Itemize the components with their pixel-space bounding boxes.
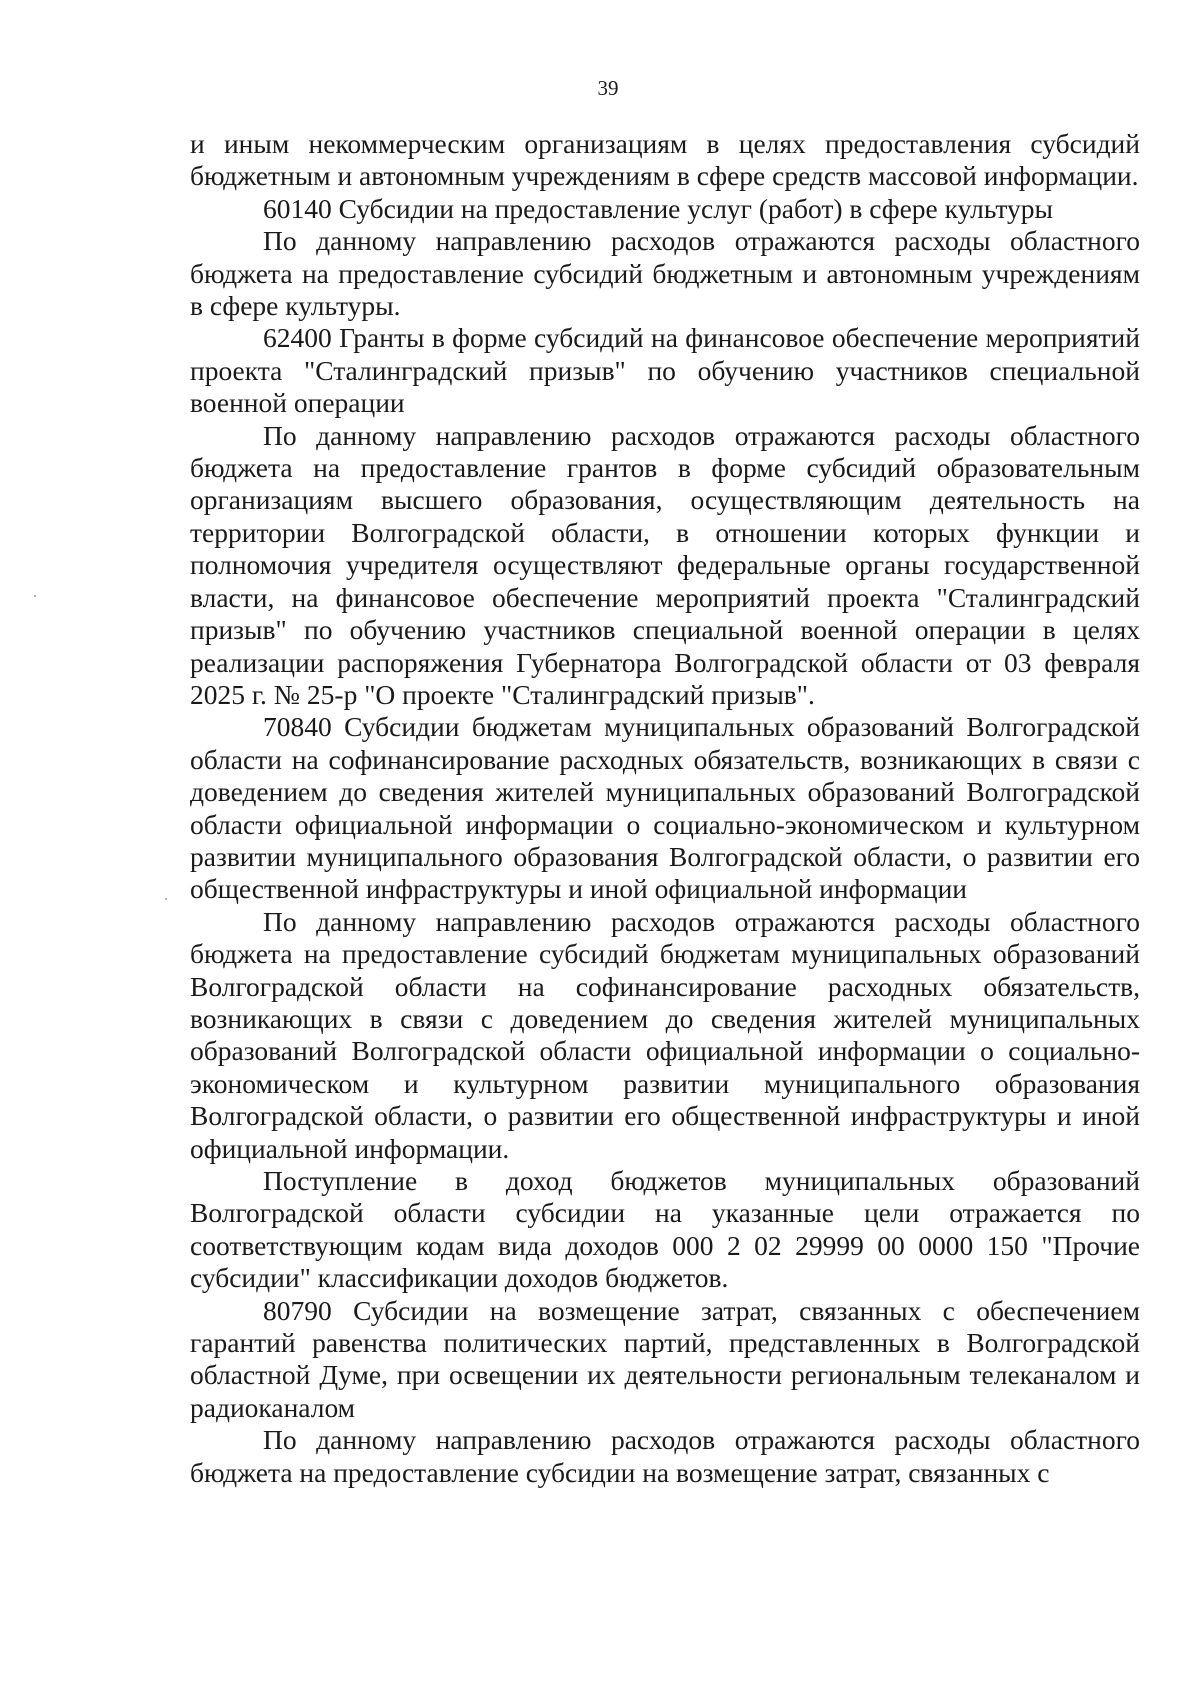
page-number: 39 [597,76,619,100]
paragraph-heading-70840: 70840 Субсидии бюджетам муниципальных образований Волгоградской области на софинансирование расходных обязательств, возникающих в связи с доведением до сведения жителей муниципальных образований Волгоградской области официальной информации о социально-экономическом и культурном развитии муниципального образования Волгоградской области, о развитии его общественной инфраструктуры и иной официальной информации [190,711,1140,905]
document-body [190,128,1140,1489]
paragraph-description-60140: По данному направлению расходов отражаются расходы областного бюджета на предоставление субсидий бюджетным и автономным учреждениям в сфере культуры. [190,225,1140,322]
paragraph-income-70840: Поступление в доход бюджетов муниципальных образований Волгоградской области субсидии на указанные цели отражается по соответствующим кодам вида доходов 000 2 02 29999 00 0000 150 "Прочие субсидии" классификации доходов бюджетов. [190,1165,1140,1294]
paragraph-description-80790: По данному направлению расходов отражаются расходы областного бюджета на предоставление субсидии на возмещение затрат, связанных с [190,1424,1140,1488]
scan-speck [34,595,36,597]
paragraph-description-70840: По данному направлению расходов отражаются расходы областного бюджета на предоставление субсидий бюджетам муниципальных образований Волгоградской области на софинансирование расходных обязательств, возникающих в связи с доведением до сведения жителей муниципальных образований Волгоградской области официальной информации о социально-экономическом и культурном развитии муниципального образования Волгоградской области, о развитии его общественной инфраструктуры и иной официальной информации. [190,905,1140,1164]
paragraph-description-62400: По данному направлению расходов отражаются расходы областного бюджета на предоставление грантов в форме субсидий образовательным организациям высшего образования, осуществляющим деятельность на территории Волгоградской области, в отношении которых функции и полномочия учредителя осуществляют федеральные органы государственной власти, на финансовое обеспечение мероприятий проекта "Сталинградский призыв" по обучению участников специальной военной операции в целях реализации распоряжения Губернатора Волгоградской области от 03 февраля 2025 г. № 25-р "О проекте "Сталинградский призыв". [190,419,1140,710]
scan-speck [165,898,167,900]
paragraph-continuation: и иным некоммерческим организациям в целях предоставления субсидий бюджетным и автономным учреждениям в сфере средств массовой информации. [190,128,1140,192]
paragraph-heading-80790: 80790 Субсидии на возмещение затрат, связанных с обеспечением гарантий равенства политических партий, представленных в Волгоградской областной Думе, при освещении их деятельности региональным телеканалом и радиоканалом [190,1294,1140,1423]
paragraph-heading-62400: 62400 Гранты в форме субсидий на финансовое обеспечение мероприятий проекта "Сталинградский призыв" по обучению участников специальной военной операции [190,322,1140,419]
paragraph-heading-60140: 60140 Субсидии на предоставление услуг (работ) в сфере культуры [263,192,1053,224]
